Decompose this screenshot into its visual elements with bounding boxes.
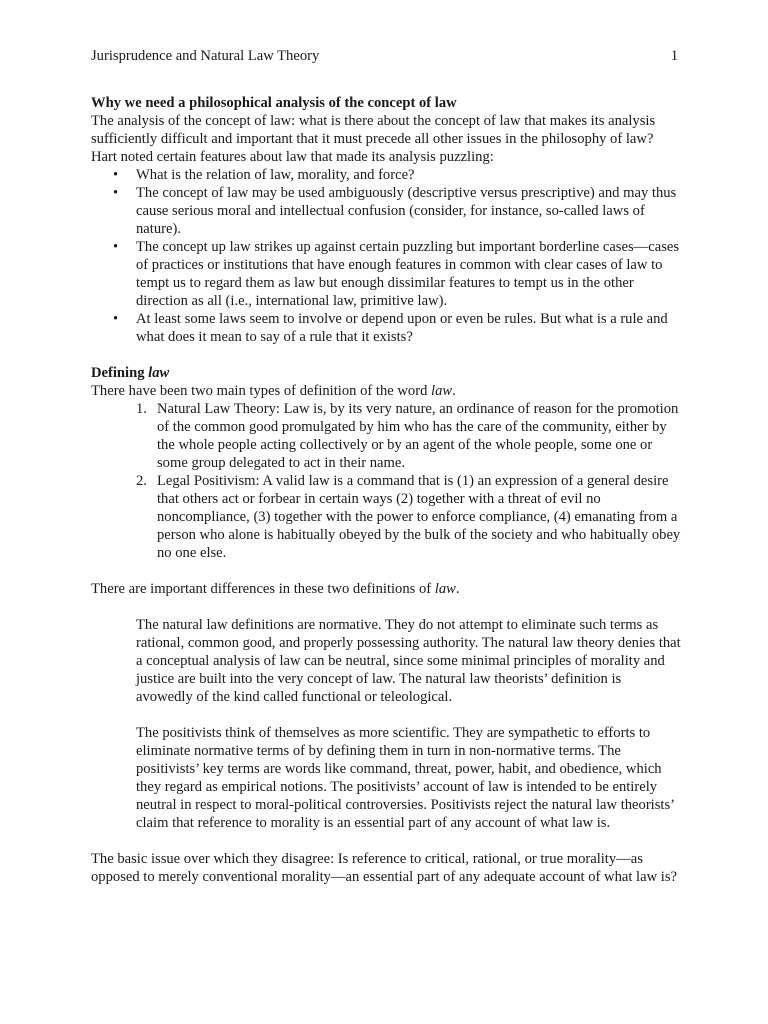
list-item: • The concept up law strikes up against certain puzzling but important borderline cases—cases of practices or institutions that have enough features in common with clear cases of law to tempt us to regard them as law but enough dissimilar features to tempt us in the other direction as all (i.e., international law, primitive law).	[91, 238, 681, 310]
document-body	[91, 94, 681, 886]
list-item	[91, 472, 681, 562]
list-item: • The concept of law may be used ambiguously (descriptive versus prescriptive) and may thus cause serious moral and intellectual confusion (consider, for instance, so-called laws of nature).	[91, 184, 681, 238]
list-item: • What is the relation of law, morality, and force?	[91, 166, 681, 184]
page-number: 1	[670, 48, 678, 64]
puzzling-features-list	[91, 166, 681, 346]
heading-italic-law: law	[148, 365, 170, 381]
definition-text: Natural Law Theory: Law is, by its very nature, an ordinance of reason for the promotion of the common good promulgated by him who has the care of the community, either by the whole people acting collectively or by an agent of the whole people, some one or some group delegated to act in their name.	[157, 401, 679, 471]
definitions-intro: There have been two main types of definition of the word law.	[91, 383, 456, 399]
section-heading-why: Why we need a philosophical analysis of the concept of law	[91, 95, 457, 111]
positivists-paragraph: The positivists think of themselves as more scientific. They are sympathetic to efforts to eliminate normative terms of by defining them in turn in non-normative terms. The positivists’ key terms are words like command, threat, power, habit, and obedience, which they regard as empirical notions. The positivists’ account of law is intended to be entirely neutral in respect to moral-political controversies. Positivists reject the natural law theorists’ claim that reference to morality is an essential part of any account of what law is.	[136, 725, 674, 831]
natural-law-paragraph: The natural law definitions are normative. They do not attempt to eliminate such terms as rational, common good, and properly possessing authority. The natural law theory denies that a conceptual analysis of law can be neutral, since some minimal principles of morality and justice are built into the very concept of law. The natural law theorists’ definition is avowedly of the kind called functional or teleological.	[136, 617, 681, 705]
list-number: 1.	[136, 401, 147, 417]
differences-sentence: There are important differences in these two definitions of law.	[91, 581, 460, 597]
section-intro-paragraph: The analysis of the concept of law: what is there about the concept of law that makes its analysis sufficiently difficult and important that it must precede all other issues in the philosophy of law? Hart noted certain features about law that made its analysis puzzling:	[91, 113, 656, 165]
definitions-list	[91, 400, 681, 562]
conclusion-paragraph: The basic issue over which they disagree: Is reference to critical, rational, or true morality—as opposed to merely conventional morality—an essential part of any adequate account of what law is?	[91, 851, 677, 885]
list-item	[91, 400, 681, 472]
list-item: • At least some laws seem to involve or depend upon or even be rules. But what is a rule and what does it mean to say of a rule that it exists?	[91, 310, 681, 346]
definition-text: Legal Positivism: A valid law is a command that is (1) an expression of a general desire that others act or forbear in certain ways (2) together with a threat of evil no noncompliance, (3) together with the power to enforce compliance, (4) emanating from a person who alone is habitually obeyed by the bulk of the society and who habitually obey no one else.	[157, 473, 681, 561]
section-heading-defining-law: Defining law	[91, 365, 170, 381]
page-header	[91, 47, 678, 65]
list-number: 2.	[136, 473, 147, 489]
running-title: Jurisprudence and Natural Law Theory	[91, 48, 320, 64]
